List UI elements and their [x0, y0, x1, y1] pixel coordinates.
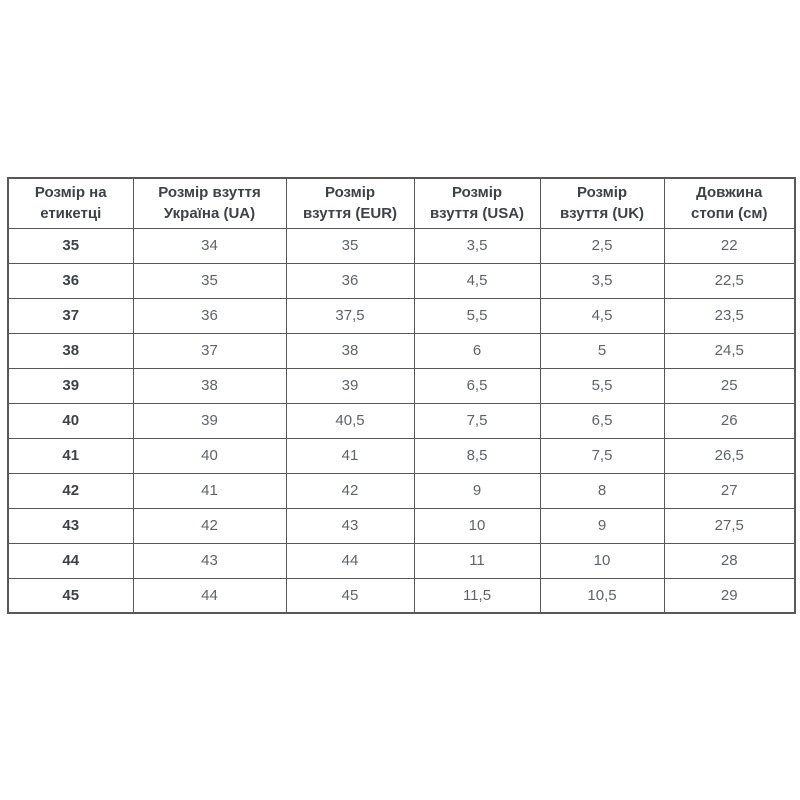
table-row	[8, 228, 795, 263]
table-row	[8, 543, 795, 578]
header-line: Україна (UA)	[163, 205, 256, 223]
size-value-cell: 7,5	[540, 438, 664, 473]
size-value-cell: 35	[133, 263, 286, 298]
size-value-cell: 5	[540, 333, 664, 368]
size-value-cell: 39	[286, 368, 414, 403]
size-value-cell: 9	[414, 473, 540, 508]
size-value-cell: 38	[286, 333, 414, 368]
size-value-cell: 25	[664, 368, 795, 403]
label-size-cell: 44	[8, 543, 133, 578]
label-size-cell: 40	[8, 403, 133, 438]
size-value-cell: 11	[414, 543, 540, 578]
column-header-ua-size	[133, 178, 286, 228]
size-value-cell: 41	[286, 438, 414, 473]
size-value-cell: 37,5	[286, 298, 414, 333]
size-value-cell: 39	[133, 403, 286, 438]
size-value-cell: 44	[286, 543, 414, 578]
size-value-cell: 27	[664, 473, 795, 508]
size-value-cell: 27,5	[664, 508, 795, 543]
column-header-foot-length	[664, 178, 795, 228]
size-value-cell: 35	[286, 228, 414, 263]
size-value-cell: 40,5	[286, 403, 414, 438]
size-value-cell: 3,5	[540, 263, 664, 298]
size-value-cell: 40	[133, 438, 286, 473]
size-value-cell: 6,5	[540, 403, 664, 438]
shoe-size-conversion-table	[7, 177, 796, 614]
label-size-cell: 38	[8, 333, 133, 368]
size-value-cell: 7,5	[414, 403, 540, 438]
size-value-cell: 34	[133, 228, 286, 263]
header-line: Розмір	[324, 183, 376, 201]
table-row	[8, 403, 795, 438]
table-row	[8, 473, 795, 508]
table-row	[8, 508, 795, 543]
size-value-cell: 4,5	[414, 263, 540, 298]
label-size-cell: 37	[8, 298, 133, 333]
header-line: взуття (EUR)	[302, 205, 398, 223]
column-header-usa-size	[414, 178, 540, 228]
header-line: Довжина	[696, 183, 763, 201]
size-value-cell: 22	[664, 228, 795, 263]
header-line: стопи (см)	[690, 205, 768, 223]
size-value-cell: 24,5	[664, 333, 795, 368]
size-value-cell: 8,5	[414, 438, 540, 473]
size-value-cell: 29	[664, 578, 795, 613]
column-header-uk-size	[540, 178, 664, 228]
label-size-cell: 45	[8, 578, 133, 613]
label-size-cell: 43	[8, 508, 133, 543]
size-value-cell: 11,5	[414, 578, 540, 613]
size-value-cell: 28	[664, 543, 795, 578]
header-line: етикетці	[40, 205, 102, 223]
table-row	[8, 438, 795, 473]
header-line: Розмір	[451, 183, 503, 201]
label-size-cell: 35	[8, 228, 133, 263]
label-size-cell: 39	[8, 368, 133, 403]
size-value-cell: 2,5	[540, 228, 664, 263]
size-value-cell: 22,5	[664, 263, 795, 298]
table-row	[8, 578, 795, 613]
size-value-cell: 41	[133, 473, 286, 508]
size-value-cell: 5,5	[414, 298, 540, 333]
size-value-cell: 10	[540, 543, 664, 578]
size-value-cell: 10,5	[540, 578, 664, 613]
size-value-cell: 26,5	[664, 438, 795, 473]
size-value-cell: 45	[286, 578, 414, 613]
size-value-cell: 26	[664, 403, 795, 438]
header-line: Розмір	[576, 183, 628, 201]
size-value-cell: 42	[133, 508, 286, 543]
table-header	[8, 178, 795, 228]
column-header-label-size	[8, 178, 133, 228]
size-value-cell: 10	[414, 508, 540, 543]
table-row	[8, 263, 795, 298]
size-value-cell: 42	[286, 473, 414, 508]
size-value-cell: 43	[133, 543, 286, 578]
label-size-cell: 42	[8, 473, 133, 508]
header-row	[8, 178, 795, 228]
label-size-cell: 36	[8, 263, 133, 298]
table-row	[8, 333, 795, 368]
size-value-cell: 37	[133, 333, 286, 368]
size-value-cell: 4,5	[540, 298, 664, 333]
header-line: взуття (USA)	[429, 205, 525, 223]
size-value-cell: 5,5	[540, 368, 664, 403]
size-value-cell: 43	[286, 508, 414, 543]
label-size-cell: 41	[8, 438, 133, 473]
size-value-cell: 3,5	[414, 228, 540, 263]
size-value-cell: 44	[133, 578, 286, 613]
header-line: взуття (UK)	[559, 205, 645, 223]
size-value-cell: 36	[286, 263, 414, 298]
size-value-cell: 8	[540, 473, 664, 508]
size-value-cell: 36	[133, 298, 286, 333]
size-value-cell: 23,5	[664, 298, 795, 333]
size-value-cell: 9	[540, 508, 664, 543]
table-row	[8, 368, 795, 403]
table-row	[8, 298, 795, 333]
header-line: Розмір на	[34, 183, 107, 201]
size-table-body	[8, 228, 795, 613]
header-line: Розмір взуття	[158, 183, 261, 201]
column-header-eur-size	[286, 178, 414, 228]
size-value-cell: 6	[414, 333, 540, 368]
size-value-cell: 38	[133, 368, 286, 403]
size-value-cell: 6,5	[414, 368, 540, 403]
